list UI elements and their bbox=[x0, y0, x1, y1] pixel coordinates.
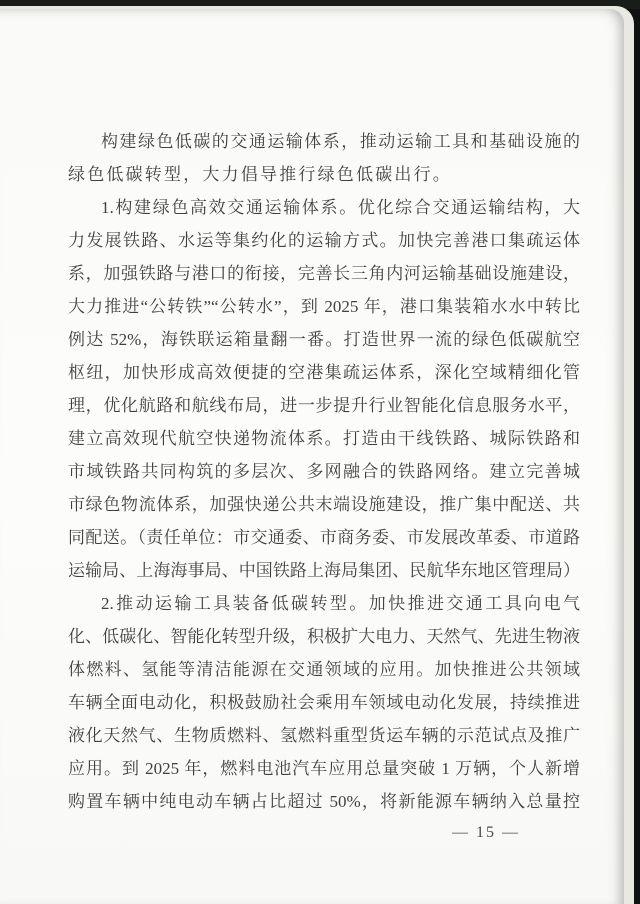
document-page bbox=[0, 9, 624, 904]
paragraph-line: 同配送。（责任单位：市交通委、市商务委、市发展改革委、市道路 bbox=[68, 528, 580, 547]
paragraph-line: 构建绿色低碳的交通运输体系，推动运输工具和基础设施的 bbox=[101, 132, 580, 151]
paragraph-line: 1.构建绿色高效交通运输体系。优化综合交通运输结构，大 bbox=[101, 198, 580, 217]
paragraph-line: 2.推动运输工具装备低碳转型。加快推进交通工具向电气 bbox=[101, 594, 580, 613]
paragraph-line: 例达 52%，海铁联运箱量翻一番。打造世界一流的绿色低碳航空 bbox=[68, 330, 580, 349]
paragraph-line: 市绿色物流体系，加强快递公共末端设施建设，推广集中配送、共 bbox=[68, 495, 580, 514]
body-text bbox=[68, 125, 580, 818]
paragraph-line: 车辆全面电动化，积极鼓励社会乘用车领域电动化发展，持续推进 bbox=[68, 693, 580, 712]
paragraph-line: 体燃料、氢能等清洁能源在交通领域的应用。加快推进公共领域 bbox=[68, 660, 580, 679]
paragraph-line: 绿色低碳转型，大力倡导推行绿色低碳出行。 bbox=[68, 165, 452, 184]
paragraph-line: 建立高效现代航空快递物流体系。打造由干线铁路、城际铁路和 bbox=[68, 429, 580, 448]
paragraph-line: 理，优化航路和航线布局，进一步提升行业智能化信息服务水平， bbox=[68, 396, 580, 415]
paragraph-line: 力发展铁路、水运等集约化的运输方式。加快完善港口集疏运体 bbox=[68, 231, 580, 250]
paragraph-line: 应用。到 2025 年，燃料电池汽车应用总量突破 1 万辆，个人新增 bbox=[68, 759, 580, 778]
paragraph-line: 运输局、上海海事局、中国铁路上海局集团、民航华东地区管理局） bbox=[68, 561, 580, 580]
paragraph-line: 枢纽，加快形成高效便捷的空港集疏运体系，深化空域精细化管 bbox=[68, 363, 580, 382]
paragraph-line: 系，加强铁路与港口的衔接，完善长三角内河运输基础设施建设， bbox=[68, 264, 580, 283]
paragraph-line: 购置车辆中纯电动车辆占比超过 50%，将新能源车辆纳入总量控 bbox=[68, 792, 580, 811]
page-number: — 15 — bbox=[452, 824, 520, 841]
paragraph-line: 大力推进“公转铁”“公转水”，到 2025 年，港口集装箱水水中转比 bbox=[68, 297, 580, 316]
paragraph-line: 化、低碳化、智能化转型升级，积极扩大电力、天然气、先进生物液 bbox=[68, 627, 580, 646]
paragraph-line: 液化天然气、生物质燃料、氢燃料重型货运车辆的示范试点及推广 bbox=[68, 726, 580, 745]
paragraph-line: 市域铁路共同构筑的多层次、多网融合的铁路网络。建立完善城 bbox=[68, 462, 580, 481]
